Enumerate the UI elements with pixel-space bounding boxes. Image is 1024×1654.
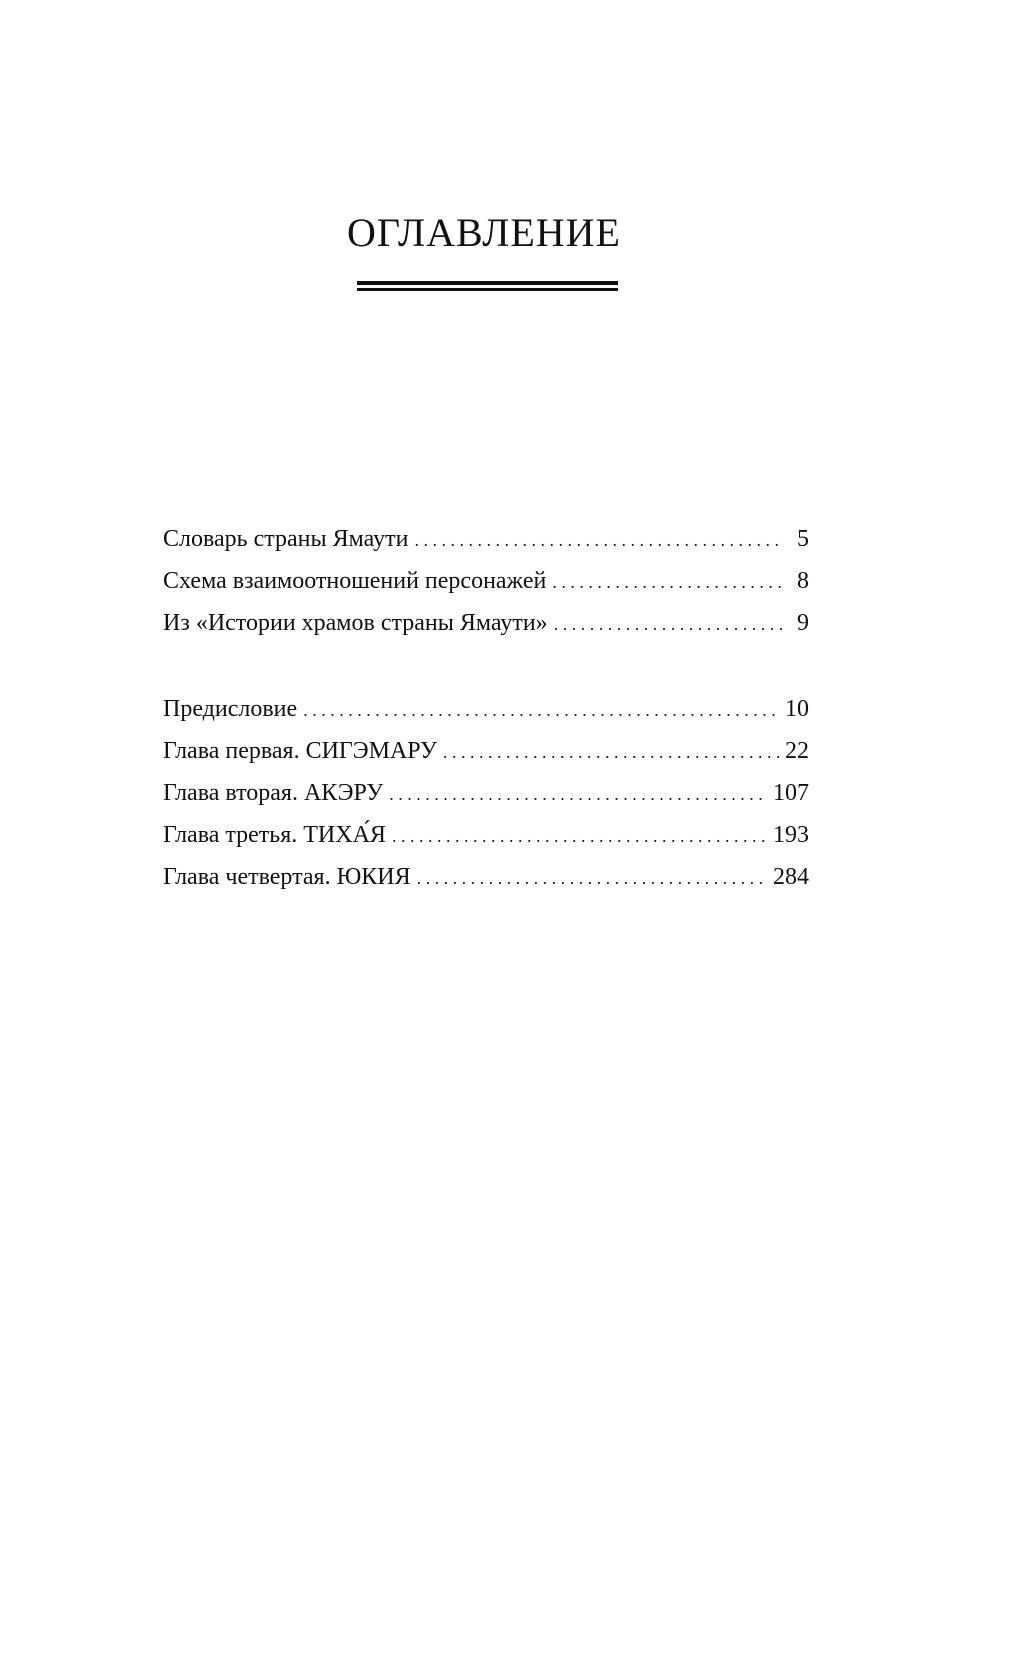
toc-entry[interactable]	[163, 730, 809, 772]
toc-front-matter	[163, 518, 809, 644]
toc-entry-page: 284	[773, 864, 809, 890]
toc-entry-label: Схема взаимоотношений персонажей	[163, 568, 547, 594]
toc-entry[interactable]	[163, 560, 809, 602]
toc-entry-label: Словарь страны Ямаути	[163, 526, 409, 552]
toc-entry-page: 10	[785, 696, 809, 722]
toc-entry-label: Глава четвертая. ЮКИЯ	[163, 864, 411, 890]
title-underline-thin	[357, 288, 618, 291]
toc-entry-label: Глава третья. ТИХА́Я	[163, 822, 386, 848]
page-title: ОГЛАВЛЕНИЕ	[347, 210, 621, 255]
toc-entry-page: 8	[797, 568, 809, 594]
toc-entry-label: Предисловие	[163, 696, 298, 722]
dot-leader	[417, 857, 767, 899]
toc-entry-page: 193	[773, 822, 809, 848]
toc-chapters	[163, 688, 809, 898]
toc-entry[interactable]	[163, 856, 809, 898]
title-underline-thick	[357, 281, 618, 285]
toc-entry-label: Глава первая. СИГЭМАРУ	[163, 738, 438, 764]
dot-leader	[552, 561, 783, 603]
dot-leader	[554, 603, 783, 645]
dot-leader	[443, 731, 779, 773]
toc-entry-page: 5	[797, 526, 809, 552]
dot-leader	[303, 689, 779, 731]
toc-entry[interactable]	[163, 688, 809, 730]
toc-entry[interactable]	[163, 772, 809, 814]
dot-leader	[389, 773, 767, 815]
toc-entry-page: 22	[785, 738, 809, 764]
toc-entry-page: 9	[797, 610, 809, 636]
toc-entry-page: 107	[773, 780, 809, 806]
dot-leader	[414, 519, 783, 561]
toc-entry[interactable]	[163, 814, 809, 856]
toc-entry[interactable]	[163, 518, 809, 560]
toc-entry-label: Глава вторая. АКЭРУ	[163, 780, 384, 806]
toc-entry-label: Из «Истории храмов страны Ямаути»	[163, 610, 548, 636]
dot-leader	[392, 815, 767, 857]
toc-entry[interactable]	[163, 602, 809, 644]
